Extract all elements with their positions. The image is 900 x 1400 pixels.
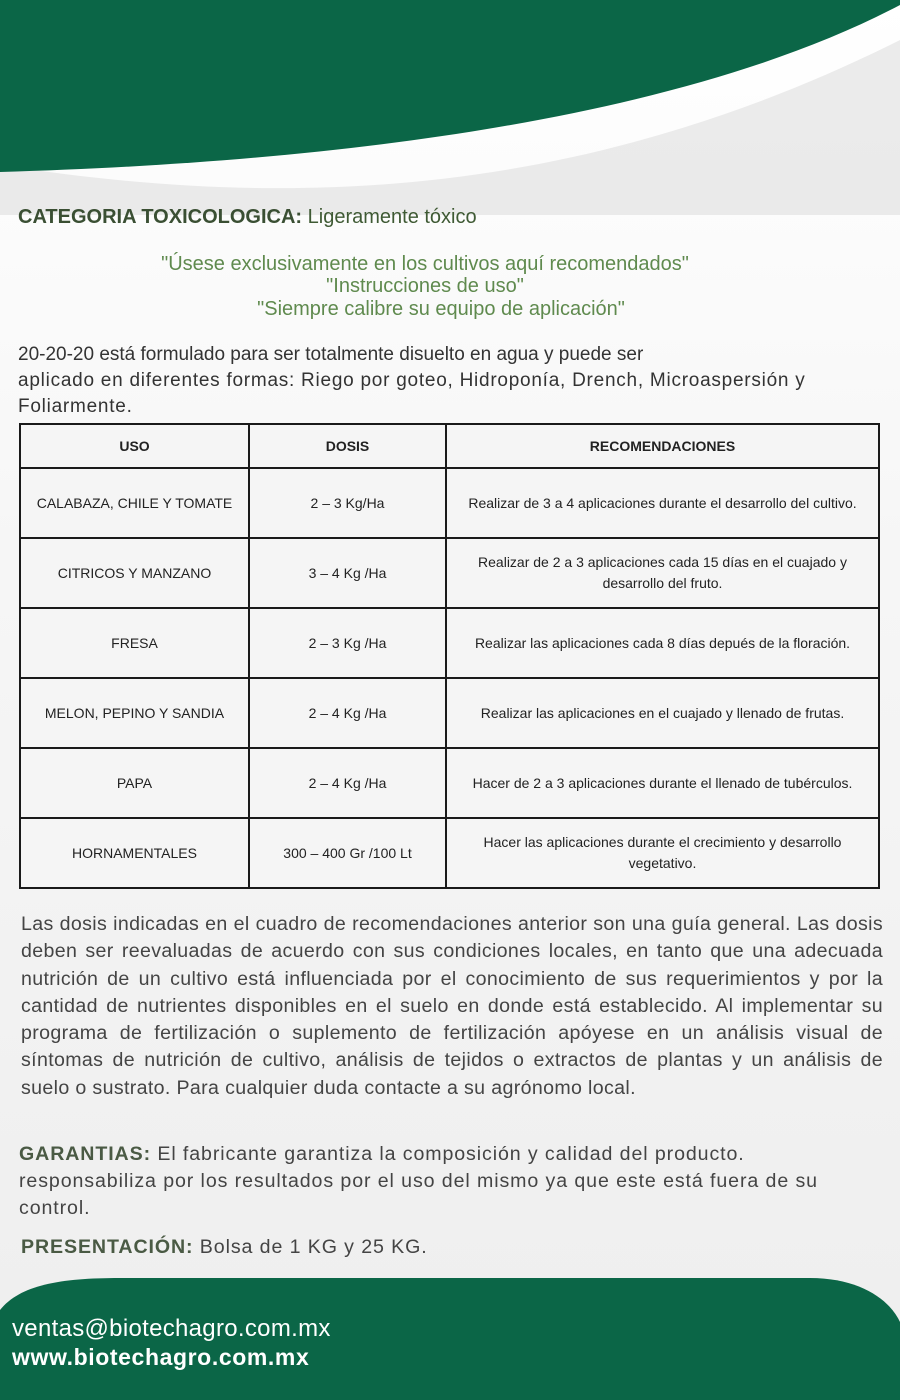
contact-email[interactable]: ventas@biotechagro.com.mx <box>12 1315 331 1342</box>
intro-line-1: 20-20-20 está formulado para ser totalmente disuelto en agua y puede ser <box>18 344 644 365</box>
table-row <box>20 818 879 888</box>
product-intro <box>18 342 878 420</box>
cell-uso: PAPA <box>20 748 249 818</box>
cell-uso: HORNAMENTALES <box>20 818 249 888</box>
recommendations-table <box>19 423 880 889</box>
cell-uso: CALABAZA, CHILE Y TOMATE <box>20 468 249 538</box>
cell-uso: FRESA <box>20 608 249 678</box>
column-header-dosis: DOSIS <box>249 424 446 468</box>
cell-uso: CITRICOS Y MANZANO <box>20 538 249 608</box>
usage-quote-3: "Siempre calibre su equipo de aplicación" <box>257 298 625 320</box>
guarantees-text: El fabricante garantiza la composición y calidad del producto. responsabiliza por los resultados por el uso del mismo ya que este está fuera de su control. <box>19 1143 818 1219</box>
usage-quote-2: "Instrucciones de uso" <box>326 275 524 297</box>
cell-dosis: 300 – 400 Gr /100 Lt <box>249 818 446 888</box>
dosage-disclaimer: Las dosis indicadas en el cuadro de recomendaciones anterior son una guía general. Las dosis deben ser reevaluadas de acuerdo con sus condiciones locales, en tanto que una adecuada nutrición de un cultivo está influenciada por el conocimiento de sus requerimientos y por la cantidad de nutrientes disponibles en el suelo en donde está establecido. Al implementar su programa de fertilización o suplemento de fertilización apóyese en un análisis visual de síntomas de nutrición de cultivo, análisis de tejidos o extractos de plantas y un análisis de suelo o sustrato. Para cualquier duda contacte a su agrónomo local. <box>21 913 883 1099</box>
toxicology-label: CATEGORIA TOXICOLOGICA: <box>18 206 303 228</box>
presentation-section <box>21 1236 428 1259</box>
table-row <box>20 538 879 608</box>
toxicology-value: Ligeramente tóxico <box>302 206 477 228</box>
cell-recomendacion: Realizar de 3 a 4 aplicaciones durante el desarrollo del cultivo. <box>446 468 879 538</box>
table-row <box>20 678 879 748</box>
table-header-row <box>20 424 879 468</box>
cell-uso: MELON, PEPINO Y SANDIA <box>20 678 249 748</box>
cell-dosis: 2 – 4 Kg /Ha <box>249 678 446 748</box>
table-row <box>20 468 879 538</box>
cell-recomendacion: Realizar las aplicaciones cada 8 días depués de la floración. <box>446 608 879 678</box>
guarantees-section <box>19 1141 879 1222</box>
presentation-text: Bolsa de 1 KG y 25 KG. <box>193 1236 428 1258</box>
toxicology-category <box>18 206 477 229</box>
presentation-label: PRESENTACIÓN: <box>21 1236 194 1258</box>
usage-quote-1: "Úsese exclusivamente en los cultivos aquí recomendados" <box>161 253 689 275</box>
table-row <box>20 748 879 818</box>
cell-dosis: 2 – 3 Kg /Ha <box>249 608 446 678</box>
cell-dosis: 2 – 4 Kg /Ha <box>249 748 446 818</box>
cell-recomendacion: Realizar de 2 a 3 aplicaciones cada 15 días en el cuajado y desarrollo del fruto. <box>446 538 879 608</box>
cell-dosis: 3 – 4 Kg /Ha <box>249 538 446 608</box>
intro-line-3: Foliarmente. <box>18 396 133 417</box>
cell-recomendacion: Realizar las aplicaciones en el cuajado y llenado de frutas. <box>446 678 879 748</box>
website-link[interactable]: www.biotechagro.com.mx <box>12 1344 310 1370</box>
cell-recomendacion: Hacer de 2 a 3 aplicaciones durante el llenado de tubérculos. <box>446 748 879 818</box>
intro-line-2: aplicado en diferentes formas: Riego por goteo, Hidroponía, Drench, Microaspersión y <box>18 370 806 391</box>
header-wave-decoration <box>0 0 900 215</box>
cell-dosis: 2 – 3 Kg/Ha <box>249 468 446 538</box>
cell-recomendacion: Hacer las aplicaciones durante el crecimiento y desarrollo vegetativo. <box>446 818 879 888</box>
column-header-uso: USO <box>20 424 249 468</box>
table-row <box>20 608 879 678</box>
guarantees-label: GARANTIAS: <box>19 1143 151 1165</box>
column-header-recomendaciones: RECOMENDACIONES <box>446 424 879 468</box>
